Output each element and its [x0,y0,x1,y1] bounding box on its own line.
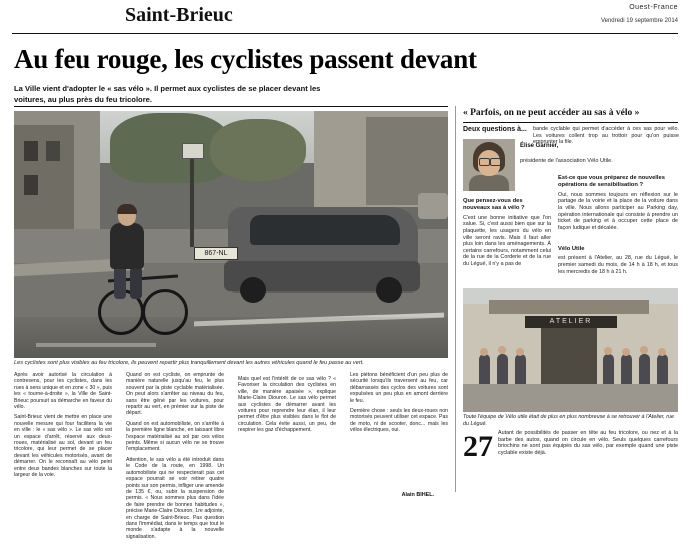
stat-number: 27 [463,430,493,463]
body-paragraph: Attention, le sas vélo a été introduit dans le Code de la route, en 1998. Un automobiliste qui ne respecterait pas cet espace pourrait se voir retirer quatre points sur son permis, infliger une amende de 135 €, ou, subir la suspension de permis. « Nous sommes plus dans l'idée de faire prendre de bonnes habitudes », précise Marie-Claire Diouron, 1re adjointe, en charge de Saint-Brieuc. Pas question dans l'immédiat, dans le temps que tout le monde s'adapte à la nouvelle signalisation. [126,456,224,540]
sidebar-title-divider [463,122,678,123]
interviewee-role: présidente de l'association Vélo Utile. [520,158,613,164]
photo-cyclist-leg [130,267,142,299]
body-column-1 [14,372,112,483]
photo2-ground [463,384,678,412]
sidebar-continued-text: bande cyclable qui permet d'accéder à ces sas pour vélo. Les voitures collent trop au trottoir pour qu'on puisse emprunter la file. [533,126,679,146]
sidebar-velo-utile-info [558,246,678,275]
photo2-person-head [480,348,488,356]
photo-car-background [418,193,448,219]
photo2-person-head [658,348,666,356]
question-answer: C'est une bonne initiative que l'on salue. Si, c'est aussi bien que sur la plaquette, les usagers du vélo en ville seront ravis. Mais il faut aller plus loin dans les aménagements. À certains carrefours, notamment celui de la rue de la Corderie et de la rue du Légué, il n'y a pas de [463,214,551,267]
photo-cyclist-hair [117,204,137,214]
photo2-person [497,354,508,384]
portrait-body [469,175,509,191]
masthead [0,0,690,34]
photo-shadow [14,317,448,358]
sidebar-title: « Parfois, on ne peut accéder au sas à vélo » [463,108,640,118]
article-byline: Alain BIHEL. [401,492,434,498]
secondary-photo [463,288,678,412]
portrait-glasses-lens [479,158,490,166]
body-column-3 [238,372,336,438]
sidebar-divider [455,106,456,492]
photo2-person [603,354,614,384]
photo2-person-head [498,346,506,354]
section-title: Saint-Brieuc [125,4,233,26]
article-body [14,372,448,540]
stat-description: Autant de possibilités de passer en tête au feu tricolore, ou nez et à la barbe des autos, quand on circule en vélo. Seuls quelques carrefours briochins ne sont pas équipés du sas vélo, par exemple quand une piste cyclable existe déjà. [498,430,678,456]
photo2-door [541,328,597,384]
body-column-4 [350,372,448,438]
body-paragraph: Saint-Brieuc vient de mettre en place une nouvelle mesure qui four facilitera la vie en ville : le « sas vélo ». Le sas vélo est un espace d'arrêt, réservé aux deux-roues, matérialisé au sol, devant un feu tricolore, qui leur permet de se placer devant les véhicules motorisés, avant de démarrer. On le reconnaît au vélo peint entre deux bandes blanches sur toute la largeur de la voie. [14,414,112,479]
body-paragraph: Après avoir autorisé la circulation à contresens, pour les cyclistes, dans les rues à sens unique et en zone « 30 », puis les « tourne-à-droite », la Ville de Saint-Brieuc poursuit sa démarche en faveur du vélo. [14,372,112,411]
body-column-2 [126,372,224,544]
main-photo-caption: Les cyclistes sont plus visibles au feu tricolore, ils peuvent repartir plus tranquillement devant les autres véhicules quand le feu passe au vert. [14,360,364,366]
photo-window [46,141,60,161]
body-paragraph: Dernière chose : seuls les deux-roues non motorisés peuvent utiliser cet espace. Pas de moto, ni de scooter, donc... mais les vélos électriques, oui. [350,408,448,434]
question-title: Que pensez-vous des nouveaux sas à vélo ? [463,198,525,212]
photo2-shop-sign [525,316,617,328]
article-headline: Au feu rouge, les cyclistes passent devant [14,44,477,74]
masthead-divider [12,33,678,34]
main-photo [14,111,448,358]
photo-license-plate [194,247,238,260]
photo2-person-head [622,348,630,356]
photo2-person-head [640,346,648,354]
photo2-person [515,354,526,384]
photo-sign-pole [190,151,194,247]
question-answer: Oui, nous sommes toujours en réflexion sur le partage de la voirie et la place de la voiture dans la ville. Nous allons participer au Parking day, opération internationale qui consiste à prendre un ticket de parking et à occuper cette place de façon ludique et décalée. [558,191,678,231]
photo-building-left-2 [14,125,74,229]
photo2-roof [489,300,649,314]
photo-car-wheel [240,277,266,303]
article-standfirst: La Ville vient d'adopter le « sas vélo ». Il permet aux cyclistes de se placer devant les voitures, au plus près du feu tricolore. [14,84,321,104]
velo-utile-body: est présent à l'Atelier, au 28, rue du Légué, le premier samedi du mois, de 14 h à 18 h, et tous les mercredis de 18 h à 21 h. [558,255,678,275]
velo-utile-title: Vélo Utile [558,246,585,252]
question-title: Est-ce que vous préparez de nouvelles opérations de sensibilisation ? [558,175,665,189]
body-paragraph: Quand on est automobiliste, on s'arrête à la première ligne blanche, en laissant libre l'espace matérialisé au sol par ces vélos peints. Même si aucun vélo ne se trouve l'emplacement. [126,420,224,453]
interviewee-name: Élise Garnier, [520,143,559,149]
brand-name: Ouest-France [629,4,678,11]
sidebar-question-2 [558,175,678,231]
photo2-person-head [516,348,524,356]
photo-tree-2 [210,119,306,181]
body-paragraph: Mais quel est l'intérêt de ce sas vélo ? « Favoriser la circulation des cyclistes en ville, de manière apaisée », explique Marie-Claire Diouron. Le sas vélo permet aux cyclistes de démarrer avant les voitures pour reprendre leur élan, il leur permet d'être plus visibles dans le flot de circulation. Cela évite aussi, un peu, de respirer les gaz d'échappement. [238,376,336,434]
photo-car-wheel [376,277,402,303]
photo-car-window [250,215,400,245]
photo-cyclist-body [110,223,144,269]
body-paragraph: Quand on est cycliste, on emprunte de manière naturelle jusqu'au feu, le plus souvent par la piste cyclable matérialisée. On peut alors s'arrêter au niveau du feu, sans être gêné par les voitures, pour repartir au vert, en prémier sur la piste de départ. [126,372,224,417]
photo-road-sign [182,143,204,159]
portrait-glasses-lens [490,158,501,166]
photo2-person [639,354,650,384]
shop-sign-text: ATELIER [549,318,593,325]
photo-window [24,141,38,161]
photo2-person [479,354,490,384]
photo2-person-head [604,347,612,355]
sidebar-kicker: Deux questions à... [463,126,527,133]
photo2-person [657,354,668,384]
photo2-person [621,354,632,384]
photo-window [24,175,38,195]
photo-building-right-2 [366,117,448,205]
sidebar-question-1 [463,198,551,268]
publication-date: Vendredi 19 septembre 2014 [600,18,678,24]
license-plate-text: 867-NL [204,250,228,257]
headline-divider [14,106,448,107]
interviewee-portrait [463,139,515,191]
body-paragraph: Les piétons bénéficient d'un peu plus de sécurité lorsqu'ils traversent au feu, car débarrassés des cyclos des voitures sont expulsées un peu plus en amont derrière le feu. [350,372,448,404]
photo-cyclist-leg [114,265,126,299]
secondary-photo-caption: Toute l'équipe de Vélo utile était de plus en plus nombreuse à se retrouver à l'Atelier, rue du Légué. [463,414,675,427]
